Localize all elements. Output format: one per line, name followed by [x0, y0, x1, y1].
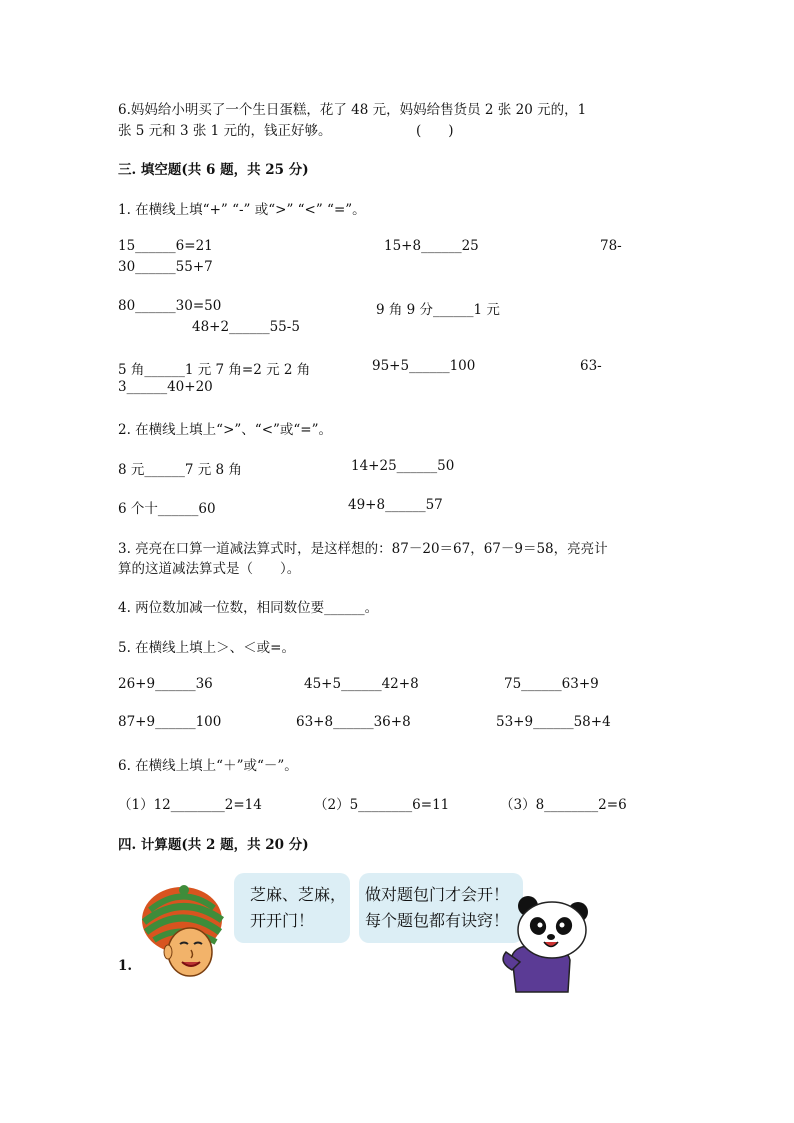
f2-prompt: 2. 在横线上填上“>”、“<”或“=”。 — [118, 422, 333, 438]
bubble1-line2: 开开门！ — [250, 911, 315, 930]
f6-b[interactable]: （2）5________6=11 — [314, 797, 450, 813]
section3-title: 三. 填空题(共 6 题，共 25 分) — [118, 162, 309, 178]
q6-line2: 张 5 元和 3 张 1 元的，钱正好够。 — [118, 123, 332, 139]
section4-title: 四. 计算题(共 2 题，共 20 分) — [118, 837, 309, 853]
f1-r1d[interactable]: 30______55+7 — [118, 259, 213, 275]
f1-r3c: 63- — [580, 358, 602, 374]
f1-r2a[interactable]: 80______30=50 — [118, 298, 222, 314]
f1-r3b[interactable]: 95+5______100 — [372, 358, 476, 374]
f1-r1b[interactable]: 15+8______25 — [384, 238, 479, 254]
f2-r1b[interactable]: 14+25______50 — [351, 458, 455, 474]
f5-r1a[interactable]: 26+9______36 — [118, 676, 213, 692]
bubble2-line2: 每个题包都有诀窍！ — [365, 911, 510, 930]
f6-prompt: 6. 在横线上填上“＋”或“－”。 — [118, 758, 298, 774]
f5-r1b[interactable]: 45+5______42+8 — [304, 676, 419, 692]
f1-r3a[interactable]: 5 角______1 元 7 角=2 元 2 角 — [118, 362, 311, 378]
f5-r1c[interactable]: 75______63+9 — [504, 676, 599, 692]
f6-c[interactable]: （3）8________2=6 — [500, 797, 627, 813]
f1-r1c: 78- — [600, 238, 622, 254]
f1-prompt: 1. 在横线上填“+” “-” 或“>” “<” “=”。 — [118, 202, 366, 218]
f1-r2b[interactable]: 9 角 9 分______1 元 — [376, 302, 500, 318]
f3-line2[interactable]: 算的这道减法算式是（ ）。 — [118, 561, 301, 577]
f5-prompt: 5. 在横线上填上＞、＜或=。 — [118, 640, 295, 656]
f2-r2a[interactable]: 6 个十______60 — [118, 501, 216, 517]
f4-line[interactable]: 4. 两位数加减一位数，相同数位要______。 — [118, 600, 379, 616]
q6-line1: 6.妈妈给小明买了一个生日蛋糕，花了 48 元，妈妈给售货员 2 张 20 元的，1 — [118, 102, 587, 118]
turban-boy-illustration — [138, 882, 233, 980]
panda-illustration — [498, 892, 594, 994]
f5-r2c[interactable]: 53+9______58+4 — [496, 714, 611, 730]
f3-line1: 3. 亮亮在口算一道减法算式时，是这样想的：87－20＝67，67－9＝58，亮亮计 — [118, 541, 608, 557]
f2-r1a[interactable]: 8 元______7 元 8 角 — [118, 462, 242, 478]
f1-r2c[interactable]: 48+2______55-5 — [192, 319, 300, 335]
f5-r2a[interactable]: 87+9______100 — [118, 714, 222, 730]
f2-r2b[interactable]: 49+8______57 — [348, 497, 443, 513]
f5-r2b[interactable]: 63+8______36+8 — [296, 714, 411, 730]
bubble2-line1: 做对题包门才会开！ — [365, 885, 510, 904]
bubble1-line1: 芝麻、芝麻， — [250, 885, 347, 904]
calc-q1-number: 1. — [118, 958, 133, 974]
f6-a[interactable]: （1）12________2=14 — [118, 797, 262, 813]
f1-r3d[interactable]: 3______40+20 — [118, 379, 213, 395]
q6-answer-paren[interactable]: ( ) — [416, 123, 454, 139]
f1-r1a[interactable]: 15______6=21 — [118, 238, 213, 254]
